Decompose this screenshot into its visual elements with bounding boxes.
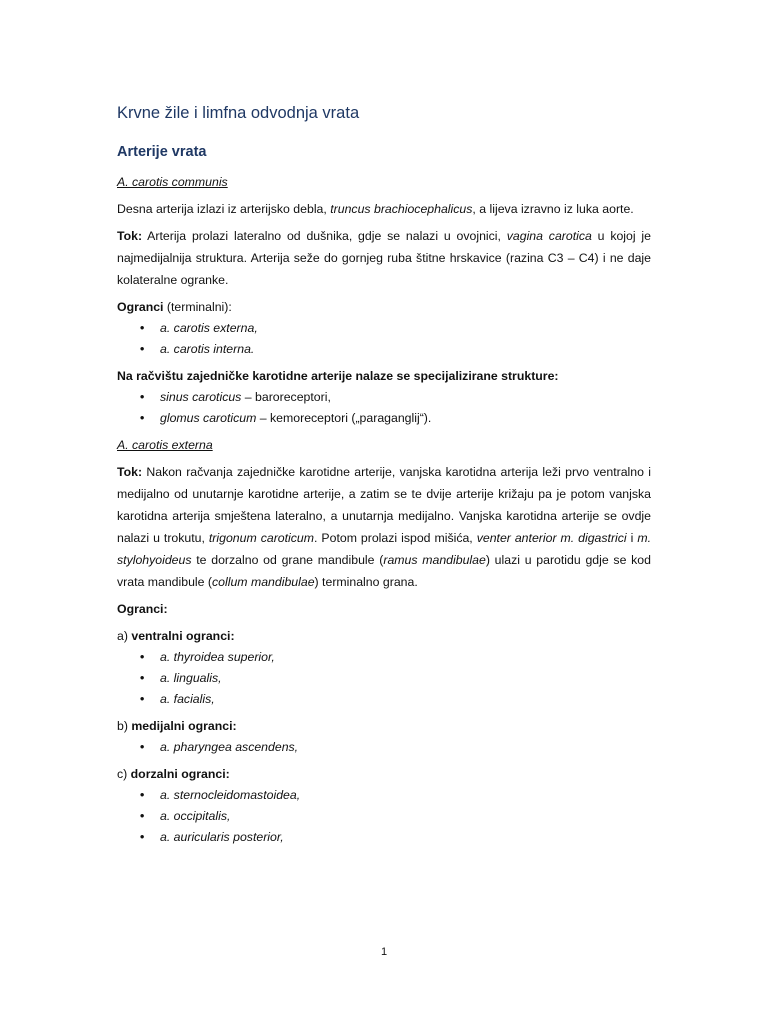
- list-item: • a. lingualis,: [140, 671, 222, 685]
- course-paragraph-externa: Tok: Nakon račvanja zajedničke karotidne arterije, vanjska karotidna arterija leži prvo ventralno i medijalno od unutarnje karotidne arterije, a zatim se te dvije arterije križaju pa je potom vanjska karotidna arterija smještena lateralno, a unutarnja medijalno. Vanjska karotidna arterije se ovdje nalazi u trokutu, trigonum caroticum. Potom prolazi ispod mišića, venter anterior m. digastrici i m. stylohyoideus te dorzalno od grane mandibule (ramus mandibulae) ulazi u parotidu gdje se kod vrata mandibule (collum mandibulae) terminalno grana.: [117, 465, 652, 589]
- group-label-medial: b) medijalni ogranci:: [117, 719, 237, 733]
- bifurcation-paragraph: Na račvištu zajedničke karotidne arterije nalaze se specijalizirane strukture:: [117, 369, 559, 383]
- branches-label: Ogranci (terminalni):: [117, 300, 232, 314]
- list-item: • a. carotis externa,: [140, 321, 258, 335]
- page-number: 1: [380, 946, 388, 958]
- subsection-heading-carotis-externa: A. carotis externa: [117, 438, 213, 452]
- branches-heading-externa: Ogranci:: [117, 602, 168, 616]
- list-item: • a. pharyngea ascendens,: [140, 740, 299, 754]
- section-heading: Arterije vrata: [117, 144, 207, 160]
- list-item: • a. occipitalis,: [140, 809, 231, 823]
- document-title: Krvne žile i limfna odvodnja vrata: [117, 104, 360, 122]
- list-item: • sinus caroticus – baroreceptori,: [140, 390, 331, 404]
- list-item: • glomus caroticum – kemoreceptori („paraganglij“).: [140, 411, 432, 425]
- list-item: • a. facialis,: [140, 692, 215, 706]
- list-item: • a. sternocleidomastoidea,: [140, 788, 301, 802]
- page-content: [117, 100, 651, 853]
- origin-paragraph: Desna arterija izlazi iz arterijsko debla, truncus brachiocephalicus, a lijeva izravno iz luka aorte.: [117, 202, 634, 216]
- list-item: • a. carotis interna.: [140, 342, 255, 356]
- medial-branches-list: [117, 737, 651, 758]
- list-item: • a. thyroidea superior,: [140, 650, 275, 664]
- special-structures-list: [117, 387, 651, 429]
- ventral-branches-list: [117, 647, 651, 710]
- subsection-heading-carotis-communis: A. carotis communis: [117, 175, 228, 189]
- terminal-branches-list: [117, 318, 651, 360]
- group-label-ventral: a) ventralni ogranci:: [117, 629, 235, 643]
- course-paragraph-communis: Tok: Arterija prolazi lateralno od dušnika, gdje se nalazi u ovojnici, vagina carotica u kojoj je najmedijalnija struktura. Arterija seže do gornjeg ruba štitne hrskavice (razina C3 – C4) i ne daje kolateralne ogranke.: [117, 229, 651, 287]
- dorsal-branches-list: [117, 785, 651, 848]
- list-item: • a. auricularis posterior,: [140, 830, 284, 844]
- group-label-dorsal: c) dorzalni ogranci:: [117, 767, 230, 781]
